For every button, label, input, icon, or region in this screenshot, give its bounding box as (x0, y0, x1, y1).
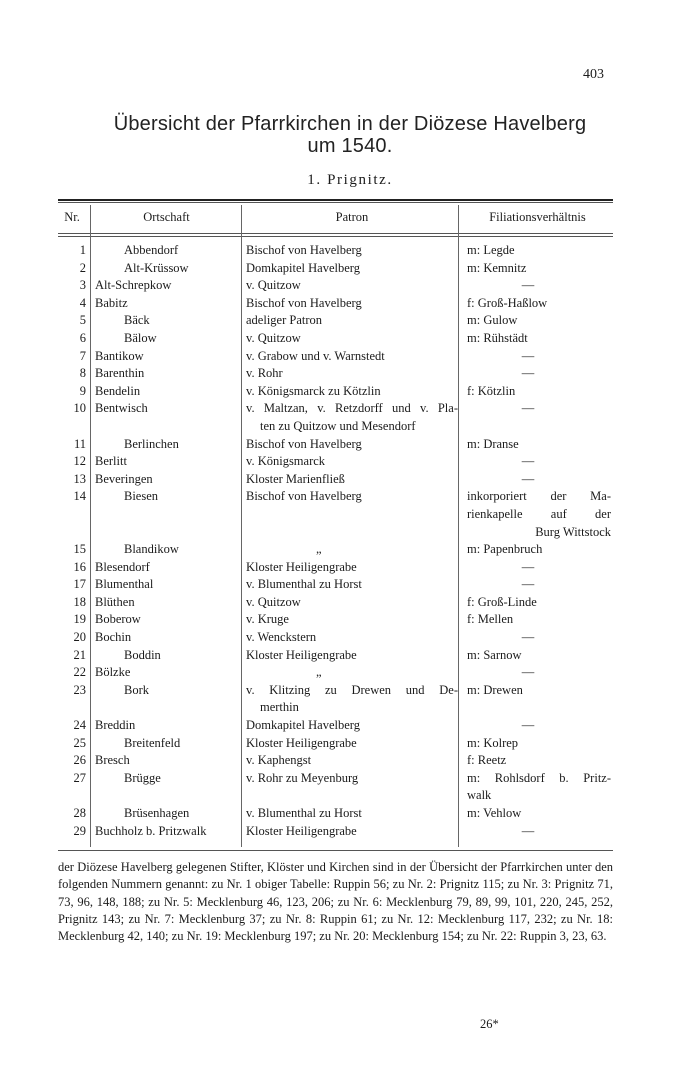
row-ortschaft: Bresch (95, 753, 130, 768)
filiation-line: m: Kolrep (467, 735, 519, 750)
row-ortschaft: Babitz (95, 295, 128, 310)
row-patron (246, 365, 458, 383)
table-row (58, 471, 613, 489)
row-filiation (467, 541, 611, 559)
header-bottom-rule (58, 233, 613, 234)
row-ortschaft: Beveringen (95, 471, 153, 486)
row-filiation (467, 594, 611, 612)
row-number: 14 (73, 489, 86, 504)
row-number: 26 (73, 753, 86, 768)
row-filiation (467, 260, 611, 278)
row-filiation (467, 471, 611, 489)
row-patron (246, 752, 458, 770)
row-patron (246, 383, 458, 401)
row-patron (246, 682, 458, 717)
row-patron (246, 647, 458, 665)
filiation-line: m: Gulow (467, 313, 518, 328)
row-ortschaft: Bölzke (95, 665, 131, 680)
row-filiation (467, 295, 611, 313)
filiation-line: m: Legde (467, 243, 515, 257)
patron-line: v. Quitzow (246, 330, 301, 345)
filiation-line: rienkapelle auf der (467, 506, 611, 521)
filiation-line: m: Drewen (467, 682, 523, 697)
patron-line: v. Kruge (246, 612, 289, 627)
row-number: 6 (79, 330, 86, 345)
filiation-line: f: Groß-Haßlow (467, 295, 548, 310)
row-patron (246, 559, 458, 577)
table-row (58, 576, 613, 594)
patron-line: merthin (260, 700, 299, 715)
filiation-line: — (521, 665, 535, 680)
patron-line: Kloster Marienfließ (246, 471, 345, 486)
row-number: 21 (73, 647, 86, 662)
row-number: 12 (73, 454, 86, 469)
row-patron (246, 629, 458, 647)
row-patron (246, 770, 458, 788)
row-patron (246, 471, 458, 489)
row-patron (246, 453, 458, 471)
row-patron (246, 277, 458, 295)
patron-line: Kloster Heiligengrabe (246, 823, 357, 838)
row-filiation (467, 647, 611, 665)
row-number: 19 (73, 612, 86, 627)
table-row (58, 295, 613, 313)
row-number: 16 (73, 559, 86, 574)
table-row (58, 823, 613, 841)
row-ortschaft: Biesen (124, 489, 159, 504)
filiation-line: — (521, 823, 535, 838)
filiation-line: — (521, 630, 535, 645)
filiation-line: m: Rohlsdorf b. Pritz- (467, 770, 611, 785)
row-patron (246, 735, 458, 753)
row-number: 22 (73, 665, 86, 680)
filiation-line: — (521, 366, 535, 381)
row-number: 5 (79, 313, 86, 328)
row-patron (246, 436, 458, 454)
row-ortschaft: Breitenfeld (124, 735, 181, 750)
table-row (58, 647, 613, 665)
patron-line: Domkapitel Havelberg (246, 260, 360, 275)
filiation-line: f: Reetz (467, 753, 507, 768)
row-filiation (467, 400, 611, 418)
row-ortschaft: Bochin (95, 630, 132, 645)
row-ortschaft: Abbendorf (124, 243, 179, 257)
patron-line: Kloster Heiligengrabe (246, 735, 357, 750)
row-number: 17 (73, 577, 86, 592)
filiation-line: — (521, 401, 535, 416)
row-patron (246, 576, 458, 594)
row-number: 11 (73, 436, 86, 451)
row-patron (246, 312, 458, 330)
table-row (58, 805, 613, 823)
patron-line: Kloster Heiligengrabe (246, 647, 357, 662)
patron-line: „ (316, 542, 322, 557)
row-ortschaft: Bälow (124, 330, 157, 345)
row-ortschaft: Bork (124, 682, 149, 697)
row-patron (246, 260, 458, 278)
row-filiation (467, 277, 611, 295)
table-row (58, 277, 613, 295)
section-subtitle: 1. Prignitz. (307, 172, 393, 188)
row-filiation (467, 365, 611, 383)
table-row (58, 260, 613, 278)
row-number: 24 (73, 718, 86, 733)
row-number: 10 (73, 401, 86, 416)
page-title (0, 113, 700, 157)
patron-line: v. Quitzow (246, 278, 301, 293)
filiation-line: m: Papenbruch (467, 542, 543, 557)
row-patron (246, 541, 458, 559)
row-ortschaft: Bentwisch (95, 401, 148, 416)
filiation-line: — (521, 278, 535, 293)
row-number: 28 (73, 806, 86, 821)
row-filiation (467, 576, 611, 594)
footnote-text: der Diözese Havelberg gelegenen Stifter, Klöster und Kirchen sind in der Übersicht der Pfarrkirchen unter den folgenden Nummern genannt: zu Nr. 1 obiger Tabelle: Ruppin 56; zu Nr. 2: Prignitz 115; zu Nr. 3: Prignitz 71, 73, 96, 148, 188; zu Nr. 5: Mecklenburg 46, 123, 206; zu Nr. 6: Mecklenburg 79, 89, 99, 101, 220, 245, 252, Prignitz 143; zu Nr. 7: Mecklenburg 37; zu Nr. 8: Ruppin 61; zu Nr. 12: Mecklenburg 117, 232; zu Nr. 18: Mecklenburg 42, 140; zu Nr. 19: Mecklenburg 197; zu Nr. 20: Mecklenburg 154; zu Nr. 22: Ruppin 3, 23, 63. (58, 860, 613, 944)
patron-line: „ (316, 665, 322, 680)
title-line-1: Übersicht der Pfarrkirchen in der Diözese Havelberg (113, 113, 587, 135)
patron-line: v. Blumenthal zu Horst (246, 577, 362, 592)
filiation-line: — (521, 471, 535, 486)
row-number: 15 (73, 542, 86, 557)
row-ortschaft: Berlinchen (124, 436, 179, 451)
patron-line: v. Grabow und v. Warnstedt (246, 348, 385, 363)
row-patron (246, 717, 458, 735)
row-number: 23 (73, 682, 86, 697)
filiation-line: walk (467, 788, 492, 803)
row-ortschaft: Barenthin (95, 366, 145, 381)
table-row (58, 770, 613, 805)
row-filiation (467, 717, 611, 735)
table-row (58, 752, 613, 770)
table-row (58, 330, 613, 348)
row-number: 29 (73, 823, 86, 838)
header-patron: Patron (335, 210, 369, 224)
filiation-line: inkorporiert der Ma- (467, 489, 611, 504)
row-ortschaft: Brüsenhagen (124, 806, 190, 821)
table-row (58, 559, 613, 577)
filiation-line: — (521, 348, 535, 363)
table-row (58, 383, 613, 401)
row-filiation (467, 664, 611, 682)
row-patron (246, 242, 458, 260)
row-number: 4 (79, 295, 86, 310)
row-filiation (467, 330, 611, 348)
table-row (58, 436, 613, 454)
table-row (58, 541, 613, 559)
patron-line: v. Rohr (246, 366, 283, 381)
row-filiation (467, 453, 611, 471)
row-number: 25 (73, 735, 86, 750)
row-number: 27 (73, 770, 86, 785)
row-ortschaft: Berlitt (95, 454, 127, 469)
table-row (58, 242, 613, 260)
header-ortschaft: Ortschaft (143, 210, 190, 224)
row-filiation (467, 805, 611, 823)
row-patron (246, 805, 458, 823)
title-line-2: um 1540. (307, 135, 393, 157)
filiation-line: f: Groß-Linde (467, 594, 537, 609)
row-number: 2 (79, 260, 86, 275)
row-patron (246, 348, 458, 366)
filiation-line: m: Vehlow (467, 806, 522, 821)
row-number: 20 (73, 630, 86, 645)
header-bottom-rule-2 (58, 236, 613, 237)
row-filiation (467, 752, 611, 770)
table-top-rule-thin (58, 202, 613, 203)
table-row (58, 682, 613, 717)
table-row (58, 400, 613, 435)
filiation-line: f: Mellen (467, 612, 514, 627)
patron-line: adeliger Patron (246, 313, 323, 328)
row-patron (246, 611, 458, 629)
row-filiation (467, 559, 611, 577)
table-row (58, 348, 613, 366)
filiation-line: m: Sarnow (467, 647, 522, 662)
row-filiation (467, 682, 611, 700)
row-ortschaft: Blesendorf (95, 559, 150, 574)
row-ortschaft: Boddin (124, 647, 161, 662)
row-filiation (467, 348, 611, 366)
table-row (58, 488, 613, 541)
row-number: 7 (79, 348, 86, 363)
row-filiation (467, 312, 611, 330)
filiation-line: Burg Wittstock (535, 524, 611, 539)
row-filiation (467, 770, 611, 805)
patron-line: v. Königsmarck zu Kötzlin (246, 383, 381, 398)
patron-line: Kloster Heiligengrabe (246, 559, 357, 574)
patron-line: Bischof von Havelberg (246, 489, 362, 504)
patron-line: v. Wenckstern (246, 630, 317, 645)
row-ortschaft: Blumenthal (95, 577, 154, 592)
parish-table-body (58, 242, 613, 840)
patron-line: v. Maltzan, v. Retzdorff und v. Pla- (246, 401, 458, 416)
row-number: 9 (79, 383, 86, 398)
row-patron (246, 823, 458, 841)
filiation-line: — (521, 559, 535, 574)
filiation-line: — (521, 454, 535, 469)
table-row (58, 365, 613, 383)
row-ortschaft: Alt-Krüssow (124, 260, 189, 275)
patron-line: Bischof von Havelberg (246, 243, 362, 257)
filiation-line: m: Kemnitz (467, 260, 527, 275)
table-row (58, 594, 613, 612)
row-filiation (467, 383, 611, 401)
patron-line: Bischof von Havelberg (246, 295, 362, 310)
table-row (58, 629, 613, 647)
filiation-line: — (521, 718, 535, 733)
page-number: 403 (583, 67, 604, 82)
patron-line: v. Rohr zu Meyenburg (246, 770, 359, 785)
row-filiation (467, 823, 611, 841)
table-row (58, 664, 613, 682)
row-filiation (467, 488, 611, 541)
row-patron (246, 488, 458, 506)
patron-line: ten zu Quitzow und Mesendorf (260, 418, 416, 433)
row-number: 8 (79, 366, 86, 381)
patron-line: v. Königsmarck (246, 454, 326, 469)
header-nr: Nr. (64, 210, 80, 224)
row-ortschaft: Alt-Schrepkow (95, 278, 172, 293)
row-ortschaft: Buchholz b. Pritzwalk (95, 823, 207, 838)
row-patron (246, 295, 458, 313)
patron-line: Domkapitel Havelberg (246, 718, 360, 733)
footnote-separator (58, 850, 613, 851)
row-ortschaft: Brügge (124, 770, 161, 785)
row-number: 18 (73, 594, 86, 609)
row-ortschaft: Bendelin (95, 383, 141, 398)
row-filiation (467, 735, 611, 753)
table-row (58, 611, 613, 629)
patron-line: v. Quitzow (246, 594, 301, 609)
filiation-line: m: Dranse (467, 436, 519, 451)
table-top-rule (58, 199, 613, 201)
table-row (58, 735, 613, 753)
row-number: 1 (79, 243, 86, 257)
row-ortschaft: Blandikow (124, 542, 179, 557)
row-ortschaft: Blüthen (95, 594, 135, 609)
patron-line: v. Blumenthal zu Horst (246, 806, 362, 821)
filiation-line: m: Rühstädt (467, 330, 528, 345)
filiation-line: — (521, 577, 535, 592)
row-patron (246, 664, 458, 682)
row-ortschaft: Breddin (95, 718, 136, 733)
patron-line: v. Klitzing zu Drewen und De- (246, 682, 458, 697)
row-filiation (467, 242, 611, 260)
row-patron (246, 330, 458, 348)
signature-mark: 26* (480, 1017, 499, 1031)
row-number: 13 (73, 471, 86, 486)
row-ortschaft: Boberow (95, 612, 141, 627)
table-row (58, 453, 613, 471)
row-filiation (467, 611, 611, 629)
row-ortschaft: Bantikow (95, 348, 144, 363)
row-number: 3 (79, 278, 86, 293)
table-row (58, 312, 613, 330)
patron-line: v. Kaphengst (246, 753, 312, 768)
row-filiation (467, 436, 611, 454)
row-patron (246, 594, 458, 612)
header-filiation: Filiationsverhältnis (489, 210, 586, 224)
table-row (58, 717, 613, 735)
patron-line: Bischof von Havelberg (246, 436, 362, 451)
row-ortschaft: Bäck (124, 313, 150, 328)
row-filiation (467, 629, 611, 647)
row-patron (246, 400, 458, 435)
filiation-line: f: Kötzlin (467, 383, 516, 398)
